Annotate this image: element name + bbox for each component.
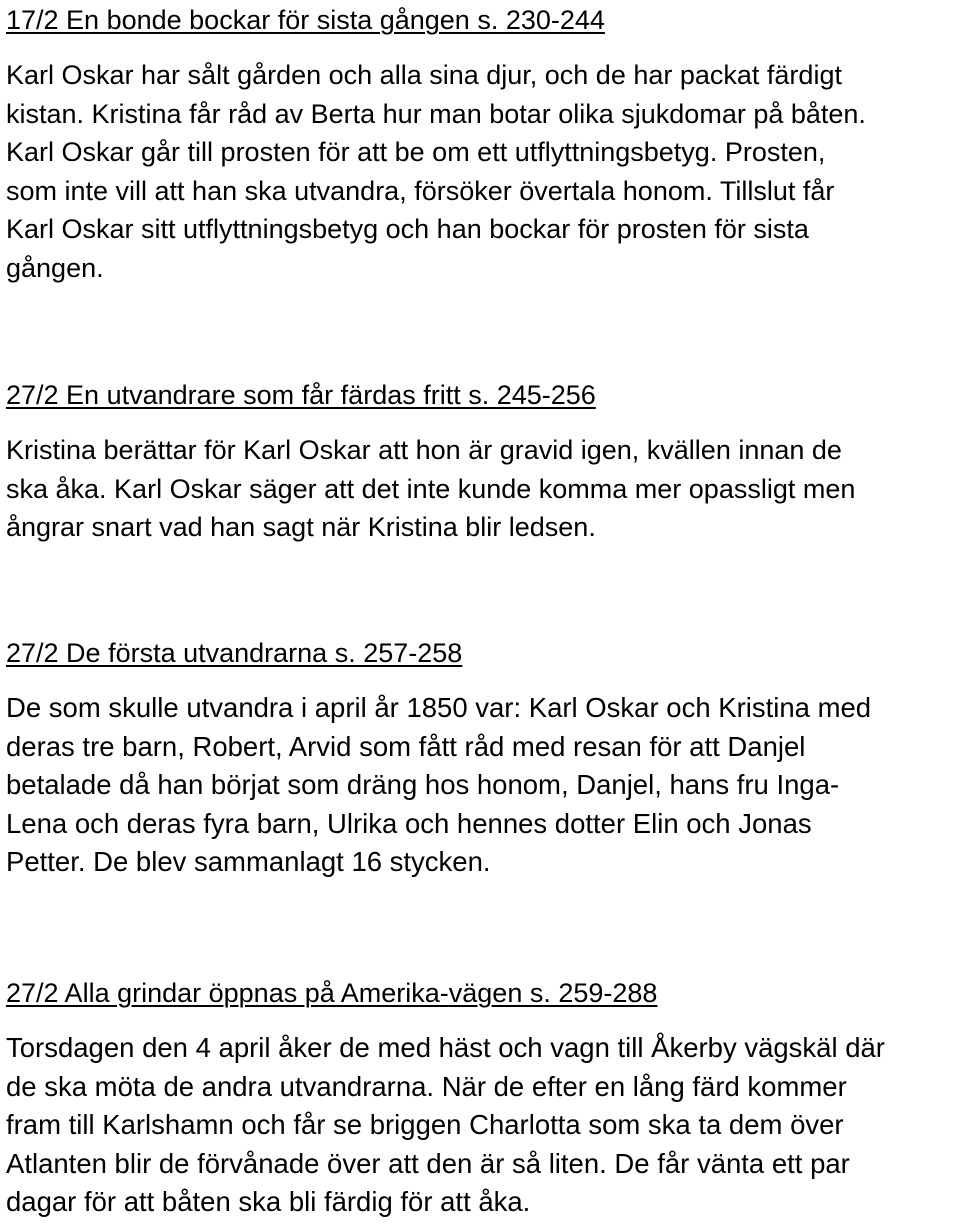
chapter-section <box>6 637 956 882</box>
chapter-section <box>6 977 956 1222</box>
summary-line: Torsdagen den 4 april åker de med häst och vagn till Åkerby vägskäl där <box>6 1032 885 1063</box>
summary-line: gången. <box>6 252 104 283</box>
summary-line: Petter. De blev sammanlagt 16 stycken. <box>6 846 491 878</box>
summary-line: fram till Karlshamn och får se briggen Charlotta som ska ta dem över <box>6 1109 844 1141</box>
summary-line: Atlanten blir de förvånade över att den är så liten. De får vänta ett par <box>6 1147 850 1179</box>
summary-line: Karl Oskar har sålt gården och alla sina djur, och de har packat färdigt <box>6 60 842 90</box>
chapter-summary <box>6 56 956 288</box>
chapter-section <box>6 379 956 547</box>
chapter-heading: 17/2 En bonde bockar för sista gången s. 230-244 <box>6 5 605 35</box>
chapter-summary <box>6 431 956 547</box>
chapter-summary <box>6 689 956 882</box>
summary-line: ska åka. Karl Oskar säger att det inte kunde komma mer opassligt men <box>6 473 856 504</box>
summary-line: Karl Oskar går till prosten för att be om ett utflyttningsbetyg. Prosten, <box>6 137 826 168</box>
summary-line: de ska möta de andra utvandrarna. När de efter en lång färd kommer <box>6 1070 847 1102</box>
summary-line: De som skulle utvandra i april år 1850 var: Karl Oskar och Kristina med <box>6 692 872 723</box>
summary-line: betalade då han börjat som dräng hos honom, Danjel, hans fru Inga- <box>6 769 840 801</box>
summary-line: kistan. Kristina får råd av Berta hur man botar olika sjukdomar på båten. <box>6 98 866 129</box>
summary-line: Lena och deras fyra barn, Ulrika och hennes dotter Elin och Jonas <box>6 807 812 839</box>
chapter-heading: 27/2 De första utvandrarna s. 257-258 <box>6 638 463 668</box>
summary-line: dagar för att båten ska bli färdig för att åka. <box>6 1186 531 1218</box>
summary-line: ångrar snart vad han sagt när Kristina blir ledsen. <box>6 512 596 543</box>
summary-line: Kristina berättar för Karl Oskar att hon är gravid igen, kvällen innan de <box>6 435 842 465</box>
summary-line: som inte vill att han ska utvandra, försöker övertala honom. Tillslut får <box>6 175 835 206</box>
chapter-section <box>6 4 956 288</box>
chapter-heading: 27/2 Alla grindar öppnas på Amerika-vägen s. 259-288 <box>6 978 658 1008</box>
summary-line: deras tre barn, Robert, Arvid som fått råd med resan för att Danjel <box>6 730 806 762</box>
chapter-heading: 27/2 En utvandrare som får färdas fritt s. 245-256 <box>6 380 596 410</box>
summary-line: Karl Oskar sitt utflyttningsbetyg och han bockar för prosten för sista <box>6 214 809 245</box>
chapter-summary <box>6 1029 956 1222</box>
